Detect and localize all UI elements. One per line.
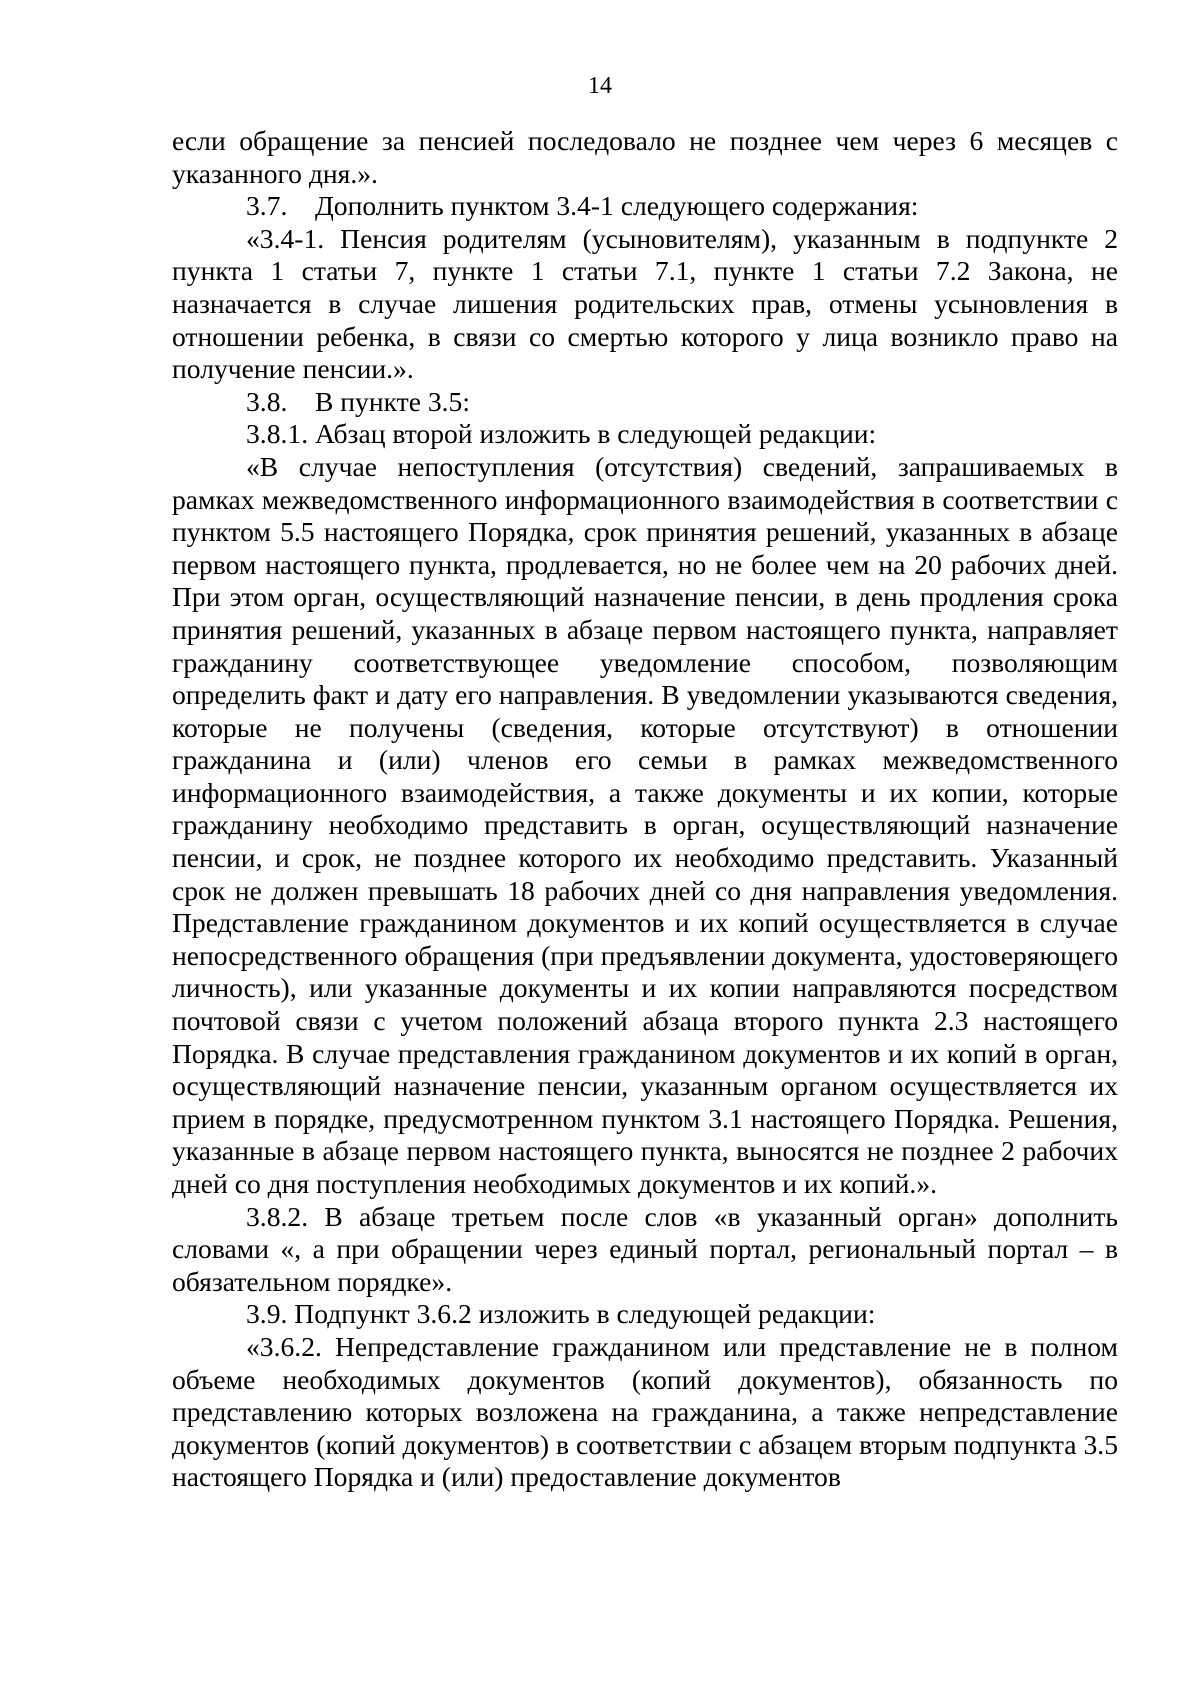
paragraph-item-3-9: 3.9. Подпункт 3.6.2 изложить в следующей редакции:	[246, 1298, 876, 1330]
paragraph-quote-3-4-1: «3.4-1. Пенсия родителям (усыновителям), указанным в подпункте 2 пункта 1 статьи 7, пункте 1 статьи 7.1, пункте 1 статьи 7.2 Закона, не назначается в случае лишения родительских прав, отмены усыновления в отношении ребенка, в связи со смертью которого у лица возникло право на получение пенсии.».	[172, 222, 1118, 385]
paragraph-item-3-8: 3.8. В пункте 3.5:	[246, 385, 471, 417]
paragraph-item-3-8-1: 3.8.1. Абзац второй изложить в следующей редакции:	[246, 418, 877, 450]
paragraph-item-3-8-2: 3.8.2. В абзаце третьем после слов «в указанный орган» дополнить словами «, а при обращении через единый портал, региональный портал – в обязательном порядке».	[172, 1200, 1118, 1297]
paragraph-quote-abzac: «В случае непоступления (отсутствия) сведений, запрашиваемых в рамках межведомственного информационного взаимодействия в соответствии с пунктом 5.5 настоящего Порядка, срок принятия решений, указанных в абзаце первом настоящего пункта, продлевается, но не более чем на 20 рабочих дней. При этом орган, осуществляющий назначение пенсии, в день продления срока принятия решений, указанных в абзаце первом настоящего пункта, направляет гражданину соответствующее уведомление способом, позволяющим определить факт и дату его направления. В уведомлении указываются сведения, которые не получены (сведения, которые отсутствуют) в отношении гражданина и (или) членов его семьи в рамках межведомственного информационного взаимодействия, а также документы и их копии, которые гражданину необходимо представить в орган, осуществляющий назначение пенсии, и срок, не позднее которого их необходимо представить. Указанный срок не должен превышать 18 рабочих дней со дня направления уведомления. Представление гражданином документов и их копий осуществляется в случае непосредственного обращения (при предъявлении документа, удостоверяющего личность), или указанные документы и их копии направляются посредством почтовой связи с учетом положений абзаца второго пункта 2.3 настоящего Порядка. В случае представления гражданином документов и их копий в орган, осуществляющий назначение пенсии, указанным органом осуществляется их прием в порядке, предусмотренном пунктом 3.1 настоящего Порядка. Решения, указанные в абзаце первом настоящего пункта, выносятся не позднее 2 рабочих дней со дня поступления необходимых документов и их копий.».	[172, 450, 1118, 1199]
paragraph-item-3-7: 3.7. Дополнить пунктом 3.4-1 следующего содержания:	[246, 190, 919, 222]
page-number: 14	[588, 73, 612, 99]
paragraph-continuation: если обращение за пенсией последовало не позднее чем через 6 месяцев с указанного дня.».	[172, 125, 1118, 189]
document-body	[172, 125, 1118, 1494]
paragraph-quote-3-6-2: «3.6.2. Непредставление гражданином или представление не в полном объеме необходимых документов (копий документов), обязанность по представлению которых возложена на гражданина, а также непредставление документов (копий документов) в соответствии с абзацем вторым подпункта 3.5 настоящего Порядка и (или) предоставление документов	[172, 1330, 1118, 1493]
